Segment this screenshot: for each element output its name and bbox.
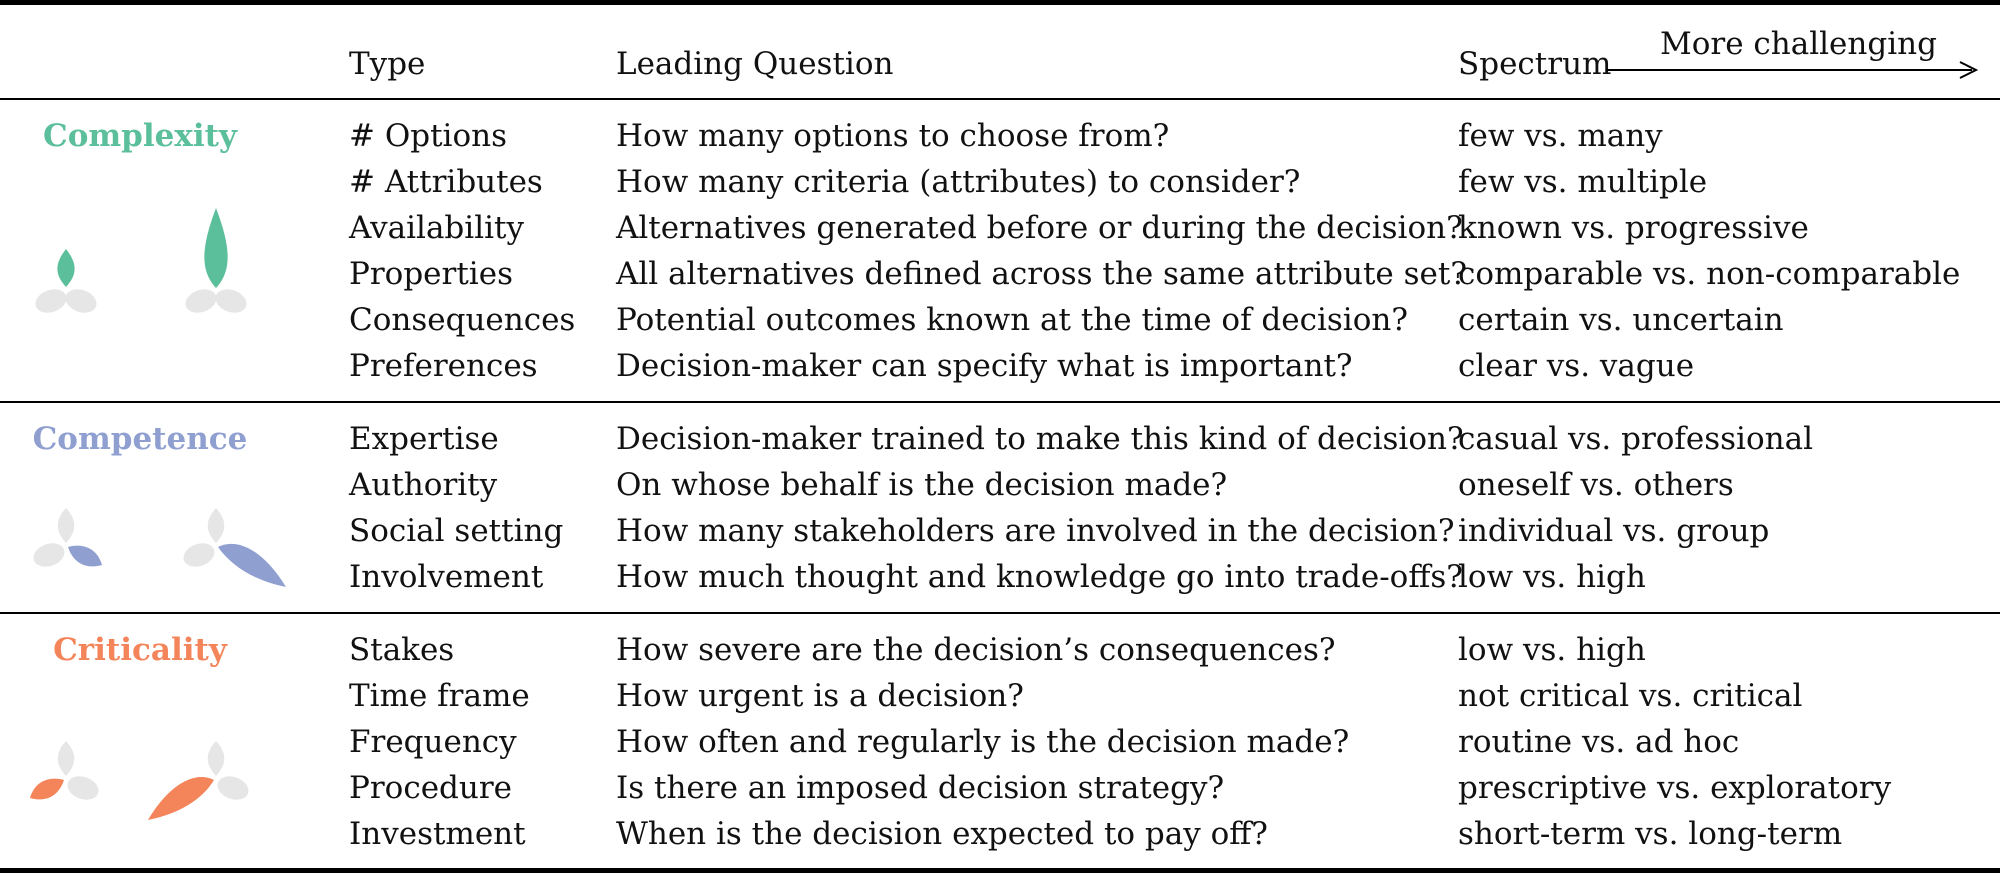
criticality-high-icon — [146, 738, 256, 823]
competence-row-2-type: Authority — [349, 467, 498, 503]
group-divider-2 — [0, 612, 2000, 614]
competence-row-3-spectrum: individual vs. group — [1458, 513, 1770, 549]
criticality-low-icon — [26, 738, 106, 808]
criticality-row-2-spectrum: not critical vs. critical — [1458, 678, 1803, 714]
category-complexity: Complexity — [43, 118, 237, 154]
competence-row-3-type: Social setting — [349, 513, 564, 549]
competence-row-3-question: How many stakeholders are involved in the decision? — [616, 513, 1455, 549]
competence-row-2-question: On whose behalf is the decision made? — [616, 467, 1228, 503]
top-rule — [0, 0, 2000, 5]
criticality-row-5-type: Investment — [349, 816, 526, 852]
complexity-row-6-spectrum: clear vs. vague — [1458, 348, 1695, 384]
complexity-row-2-spectrum: few vs. multiple — [1458, 164, 1708, 200]
competence-row-4-type: Involvement — [349, 559, 544, 595]
header-question: Leading Question — [616, 46, 894, 82]
complexity-row-4-question: All alternatives defined across the same attribute set? — [616, 256, 1467, 292]
complexity-row-1-type: # Options — [349, 118, 507, 154]
complexity-row-1-spectrum: few vs. many — [1458, 118, 1663, 154]
complexity-row-3-question: Alternatives generated before or during the decision? — [616, 210, 1463, 246]
criticality-row-4-spectrum: prescriptive vs. exploratory — [1458, 770, 1892, 806]
complexity-row-4-spectrum: comparable vs. non-comparable — [1458, 256, 1961, 292]
complexity-row-2-type: # Attributes — [349, 164, 543, 200]
complexity-row-3-spectrum: known vs. progressive — [1458, 210, 1809, 246]
category-competence: Competence — [32, 421, 248, 457]
criticality-row-4-type: Procedure — [349, 770, 513, 806]
competence-row-1-type: Expertise — [349, 421, 499, 457]
right-arrow-icon — [1604, 58, 1984, 82]
complexity-row-4-type: Properties — [349, 256, 513, 292]
criticality-row-5-question: When is the decision expected to pay off? — [616, 816, 1268, 852]
competence-row-2-spectrum: oneself vs. others — [1458, 467, 1734, 503]
complexity-row-5-type: Consequences — [349, 302, 576, 338]
criticality-row-3-spectrum: routine vs. ad hoc — [1458, 724, 1740, 760]
criticality-row-2-question: How urgent is a decision? — [616, 678, 1024, 714]
criticality-row-3-type: Frequency — [349, 724, 517, 760]
complexity-row-1-question: How many options to choose from? — [616, 118, 1170, 154]
criticality-row-1-spectrum: low vs. high — [1458, 632, 1646, 668]
group-divider-1 — [0, 401, 2000, 403]
bottom-rule — [0, 868, 2000, 873]
complexity-row-3-type: Availability — [349, 210, 524, 246]
criticality-row-5-spectrum: short-term vs. long-term — [1458, 816, 1843, 852]
complexity-low-icon — [26, 240, 106, 320]
complexity-high-icon — [176, 200, 256, 320]
header-rule — [0, 98, 2000, 100]
header-type: Type — [349, 46, 426, 82]
header-spectrum: Spectrum — [1458, 46, 1612, 82]
competence-low-icon — [26, 505, 106, 575]
criticality-row-3-question: How often and regularly is the decision made? — [616, 724, 1350, 760]
criticality-row-1-type: Stakes — [349, 632, 455, 668]
complexity-row-6-type: Preferences — [349, 348, 538, 384]
complexity-row-2-question: How many criteria (attributes) to consider? — [616, 164, 1301, 200]
complexity-row-5-question: Potential outcomes known at the time of decision? — [616, 302, 1408, 338]
arrow-label: More challenging — [1660, 26, 1937, 62]
category-criticality: Criticality — [53, 632, 227, 668]
criticality-row-2-type: Time frame — [349, 678, 530, 714]
competence-row-1-question: Decision-maker trained to make this kind of decision? — [616, 421, 1464, 457]
competence-row-1-spectrum: casual vs. professional — [1458, 421, 1814, 457]
criticality-row-1-question: How severe are the decision’s consequences? — [616, 632, 1336, 668]
competence-high-icon — [176, 505, 291, 590]
criticality-row-4-question: Is there an imposed decision strategy? — [616, 770, 1225, 806]
complexity-row-5-spectrum: certain vs. uncertain — [1458, 302, 1784, 338]
complexity-row-6-question: Decision-maker can specify what is important? — [616, 348, 1353, 384]
competence-row-4-question: How much thought and knowledge go into trade-offs? — [616, 559, 1463, 595]
competence-row-4-spectrum: low vs. high — [1458, 559, 1646, 595]
